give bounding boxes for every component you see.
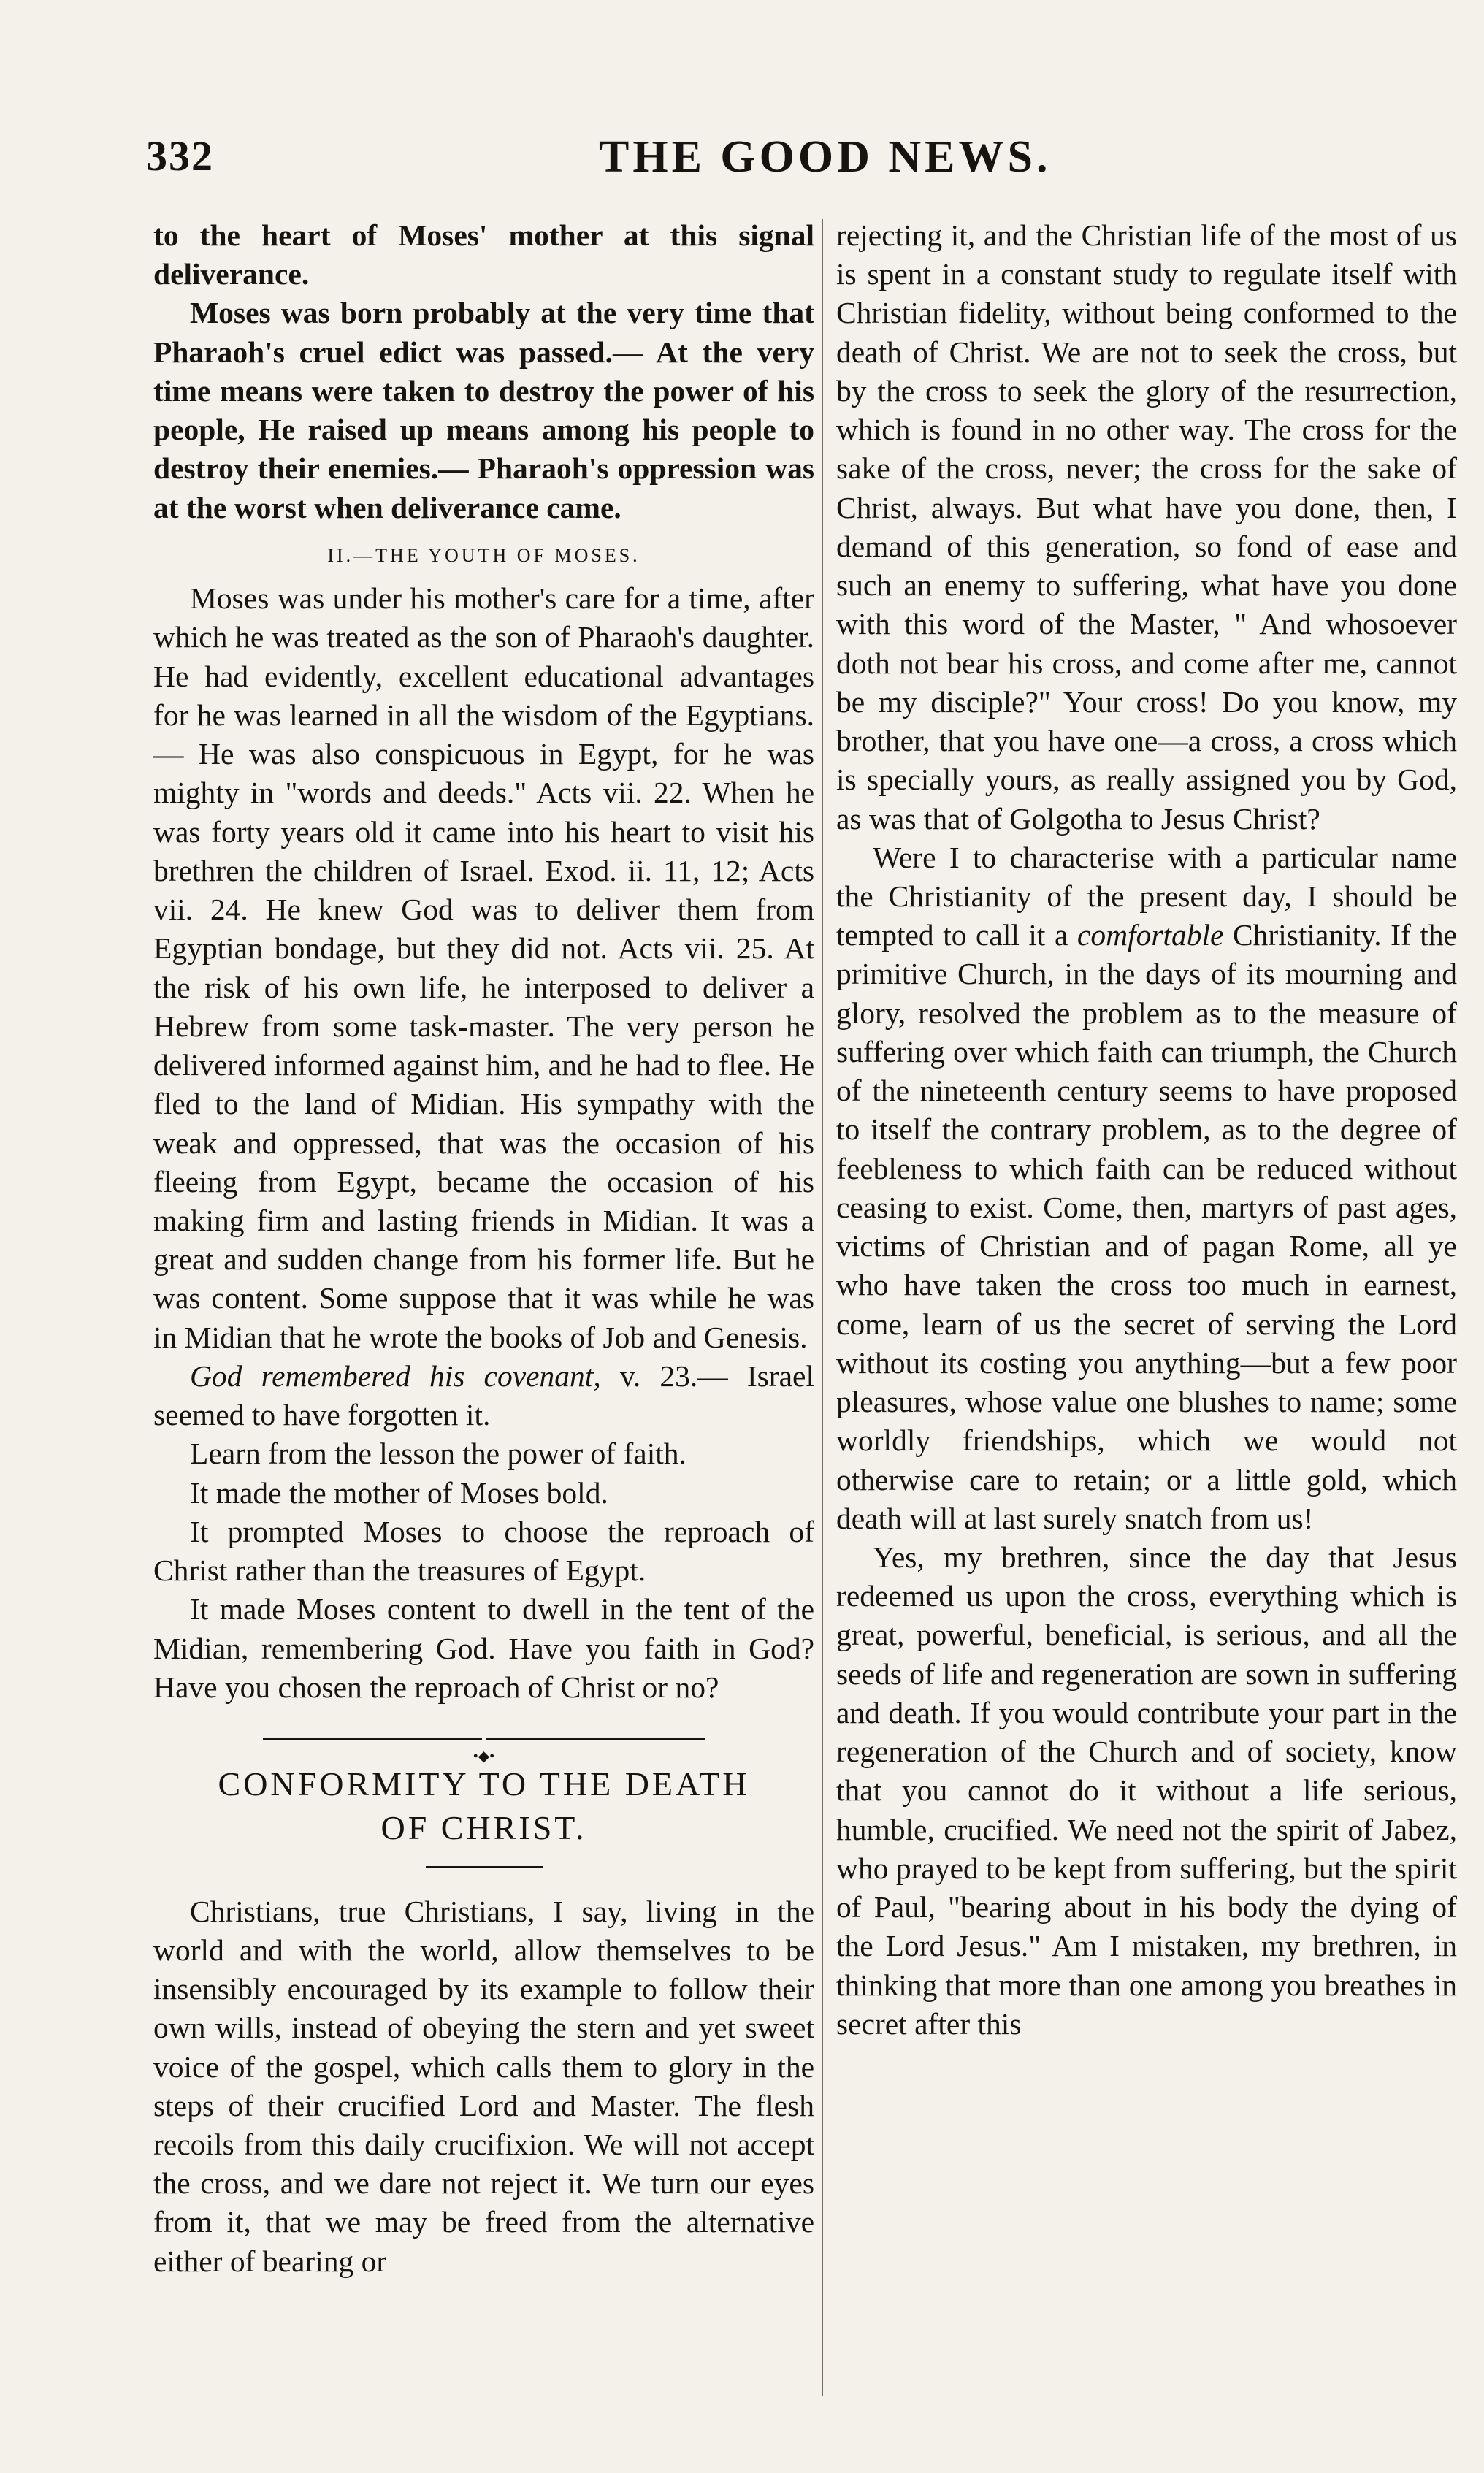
- article-title-line: OF CHRIST.: [380, 1808, 587, 1846]
- text-span: v. 23.— Israel seemed to have forgotten it.: [153, 1358, 814, 1432]
- page-header: [146, 131, 1446, 197]
- page-number: 332: [146, 132, 214, 180]
- ornamental-divider: [153, 1732, 814, 1765]
- paragraph: Learn from the lesson the power of faith.: [190, 1437, 686, 1471]
- article-title-line: CONFORMITY TO THE DEATH: [218, 1765, 750, 1803]
- paragraph: It made the mother of Moses bold.: [190, 1475, 608, 1510]
- section-heading: II.—THE YOUTH OF MOSES.: [327, 544, 640, 566]
- article-title: [153, 1762, 814, 1850]
- paragraph: [836, 838, 1457, 1538]
- divider-line: [263, 1738, 482, 1740]
- italic-text: God remembered his covenant,: [190, 1358, 601, 1393]
- paragraph: Yes, my brethren, since the day that Jesus redeemed us upon the cross, everything which is great, powerful, beneficial, is serious, and all the seeds of life and regeneration are sown in suffering and death. If you would contribute your part in the regeneration of the Church and of society, know that you cannot do it without a life serious, humble, crucified. We need not the spirit of Jabez, who prayed to be kept from suffering, but the spirit of Paul, "bearing about in his body the dying of the Lord Jesus." Am I mistaken, my brethren, in thinking that more than one among you breathes in secret after this: [836, 1540, 1457, 2041]
- text-span: Were I to characterise with a particular name the Christianity of the present day, I should be tempted to call it a: [836, 840, 1457, 952]
- ornament-glyph: •◆•: [466, 1748, 502, 1765]
- paragraph: Christians, true Christians, I say, living in the world and with the world, allow themselves to be insensibly encouraged by its example to follow their own wills, instead of obeying the stern and yet sweet voice of the gospel, which calls them to glory in the steps of their crucified Lord and Master. The flesh recoils from this daily crucifixion. We will not accept the cross, and we dare not reject it. We turn our eyes from it, that we may be freed from the alternative either of bearing or: [153, 1894, 814, 2278]
- paragraph: Moses was born probably at the very time that Pharaoh's cruel edict was passed.— At the very time means were taken to destroy the power of his people, He raised up means among his people to destroy their enemies.— Pharaoh's oppression was at the worst when deliverance came.: [153, 296, 814, 524]
- paragraph: It made Moses content to dwell in the tent of the Midian, remembering God. Have you faith in God? Have you chosen the reproach of Christ or no?: [153, 1592, 814, 1704]
- left-column: [153, 216, 814, 2281]
- italic-text: comfortable: [1076, 918, 1224, 952]
- right-column: [836, 216, 1457, 2044]
- paragraph: to the heart of Moses' mother at this signal deliverance.: [153, 218, 814, 291]
- paragraph: Moses was under his mother's care for a time, after which he was treated as the son of Pharaoh's daughter. He had evidently, excellent educational advantages for he was learned in all the wisdom of the Egyptians.— He was also conspicuous in Egypt, for he was mighty in "words and deeds." Acts vii. 22. When he was forty years old it came into his heart to visit his brethren the children of Israel. Exod. ii. 11, 12; Acts vii. 24. He knew God was to deliver them from Egyptian bondage, but they did not. Acts vii. 25. At the risk of his own life, he interposed to deliver a Hebrew from some task-master. The very person he delivered informed against him, and he had to flee. He fled to the land of Midian. His sympathy with the weak and oppressed, that was the occasion of his fleeing from Egypt, became the occasion of his making firm and lasting friends in Midian. It was a great and sudden change from his former life. But he was content. Some suppose that it was while he was in Midian that he wrote the books of Job and Genesis.: [153, 581, 814, 1354]
- paragraph: rejecting it, and the Christian life of the most of us is spent in a constant study to regulate itself with Christian fidelity, without being conformed to the death of Christ. We are not to seek the cross, but by the cross to seek the glory of the resurrection, which is found in no other way. The cross for the sake of the cross, never; the cross for the sake of Christ, always. But what have you done, then, I demand of this generation, so fond of ease and such an enemy to suffering, what have you done with this word of the Master, " And whosoever doth not bear his cross, and come after me, cannot be my disciple?" Your cross! Do you know, my brother, that you have one—a cross, a cross which is specially yours, as really assigned you by God, as was that of Golgotha to Jesus Christ?: [836, 218, 1457, 836]
- paragraph: It prompted Moses to choose the reproach of Christ rather than the treasures of Egypt.: [153, 1514, 814, 1588]
- divider-line: [486, 1738, 705, 1740]
- running-head: THE GOOD NEWS.: [599, 132, 1052, 182]
- title-rule: [426, 1866, 543, 1868]
- text-span: Christianity. If the primitive Church, in the days of its mourning and glory, resolved the problem as to the measure of suffering over which faith can triumph, the Church of the nineteenth century seems to have proposed to itself the contrary problem, as to the degree of feebleness to which faith can be reduced without ceasing to exist. Come, then, martyrs of past ages, victims of Christian and of pagan Rome, all ye who have taken the cross too much in earnest, come, learn of us the secret of serving the Lord without its costing you anything—but a few poor pleasures, whose value one blushes to name; some worldly friendships, which we would not otherwise care to retain; or a little gold, which death will at last surely snatch from us!: [836, 918, 1457, 1535]
- paragraph: [153, 1357, 814, 1434]
- column-divider: [822, 219, 823, 2396]
